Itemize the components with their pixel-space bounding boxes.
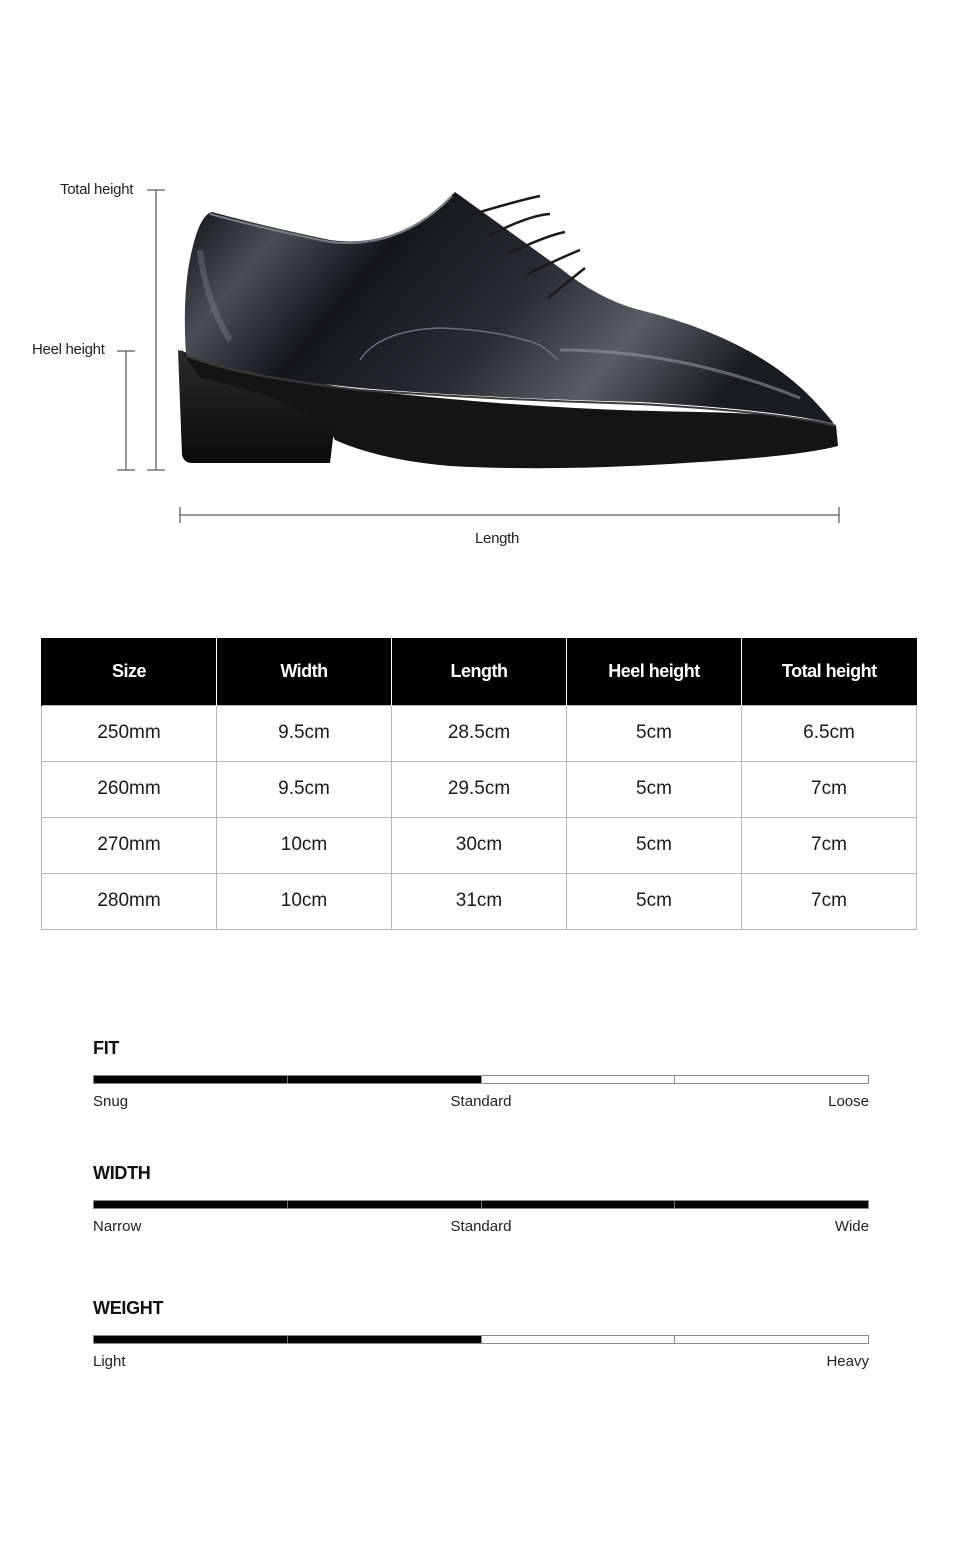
table-cell: 5cm [567,761,742,817]
width-bar [93,1200,869,1209]
header-heel-height: Heel height [567,638,742,705]
weight-bar [93,1335,869,1344]
bar-segment [94,1201,287,1208]
heel-height-label: Heel height [32,341,105,358]
table-cell: 270mm [42,817,217,873]
table-cell: 5cm [567,705,742,761]
total-height-label: Total height [60,181,134,198]
fit-right-label: Loose [828,1093,869,1110]
width-scale [93,1163,869,1243]
bar-segment [674,1201,868,1208]
table-cell: 31cm [392,873,567,929]
fit-center-label: Standard [450,1093,512,1110]
table-cell: 7cm [742,761,917,817]
bar-segment [94,1076,287,1083]
fit-left-label: Snug [93,1093,129,1110]
bar-segment [674,1076,868,1083]
shoe-dimension-diagram [0,0,960,600]
table-cell: 250mm [42,705,217,761]
bar-segment [287,1201,481,1208]
header-size: Size [42,638,217,705]
header-length: Length [392,638,567,705]
table-cell: 260mm [42,761,217,817]
bar-segment [94,1336,287,1343]
bar-segment [287,1076,481,1083]
table-cell: 9.5cm [217,705,392,761]
fit-bar [93,1075,869,1084]
table-cell: 9.5cm [217,761,392,817]
header-width: Width [217,638,392,705]
table-cell: 6.5cm [742,705,917,761]
table-row [42,873,917,929]
bar-segment [674,1336,868,1343]
bar-segment [481,1336,675,1343]
table-header-row [42,638,917,705]
width-title: WIDTH [93,1163,151,1183]
fit-scale [93,1038,869,1118]
table-cell: 280mm [42,873,217,929]
bar-segment [287,1336,481,1343]
weight-left-label: Light [93,1353,126,1370]
weight-right-label: Heavy [826,1353,869,1370]
table-row [42,761,917,817]
width-right-label: Wide [834,1218,869,1235]
size-table [41,638,917,930]
length-label: Length [475,530,520,547]
table-cell: 7cm [742,817,917,873]
table-cell: 29.5cm [392,761,567,817]
table-row [42,705,917,761]
weight-scale [93,1298,869,1378]
table-cell: 28.5cm [392,705,567,761]
fit-title: FIT [93,1038,120,1058]
table-cell: 5cm [567,873,742,929]
table-row [42,817,917,873]
width-center-label: Standard [450,1218,512,1235]
table-cell: 10cm [217,817,392,873]
derby-shoe [178,192,838,468]
weight-title: WEIGHT [93,1298,164,1318]
table-cell: 5cm [567,817,742,873]
width-left-label: Narrow [93,1218,142,1235]
table-cell: 10cm [217,873,392,929]
shoe-illustration [0,0,960,600]
bar-segment [481,1076,675,1083]
table-cell: 30cm [392,817,567,873]
bar-segment [481,1201,675,1208]
table-cell: 7cm [742,873,917,929]
header-total-height: Total height [742,638,917,705]
